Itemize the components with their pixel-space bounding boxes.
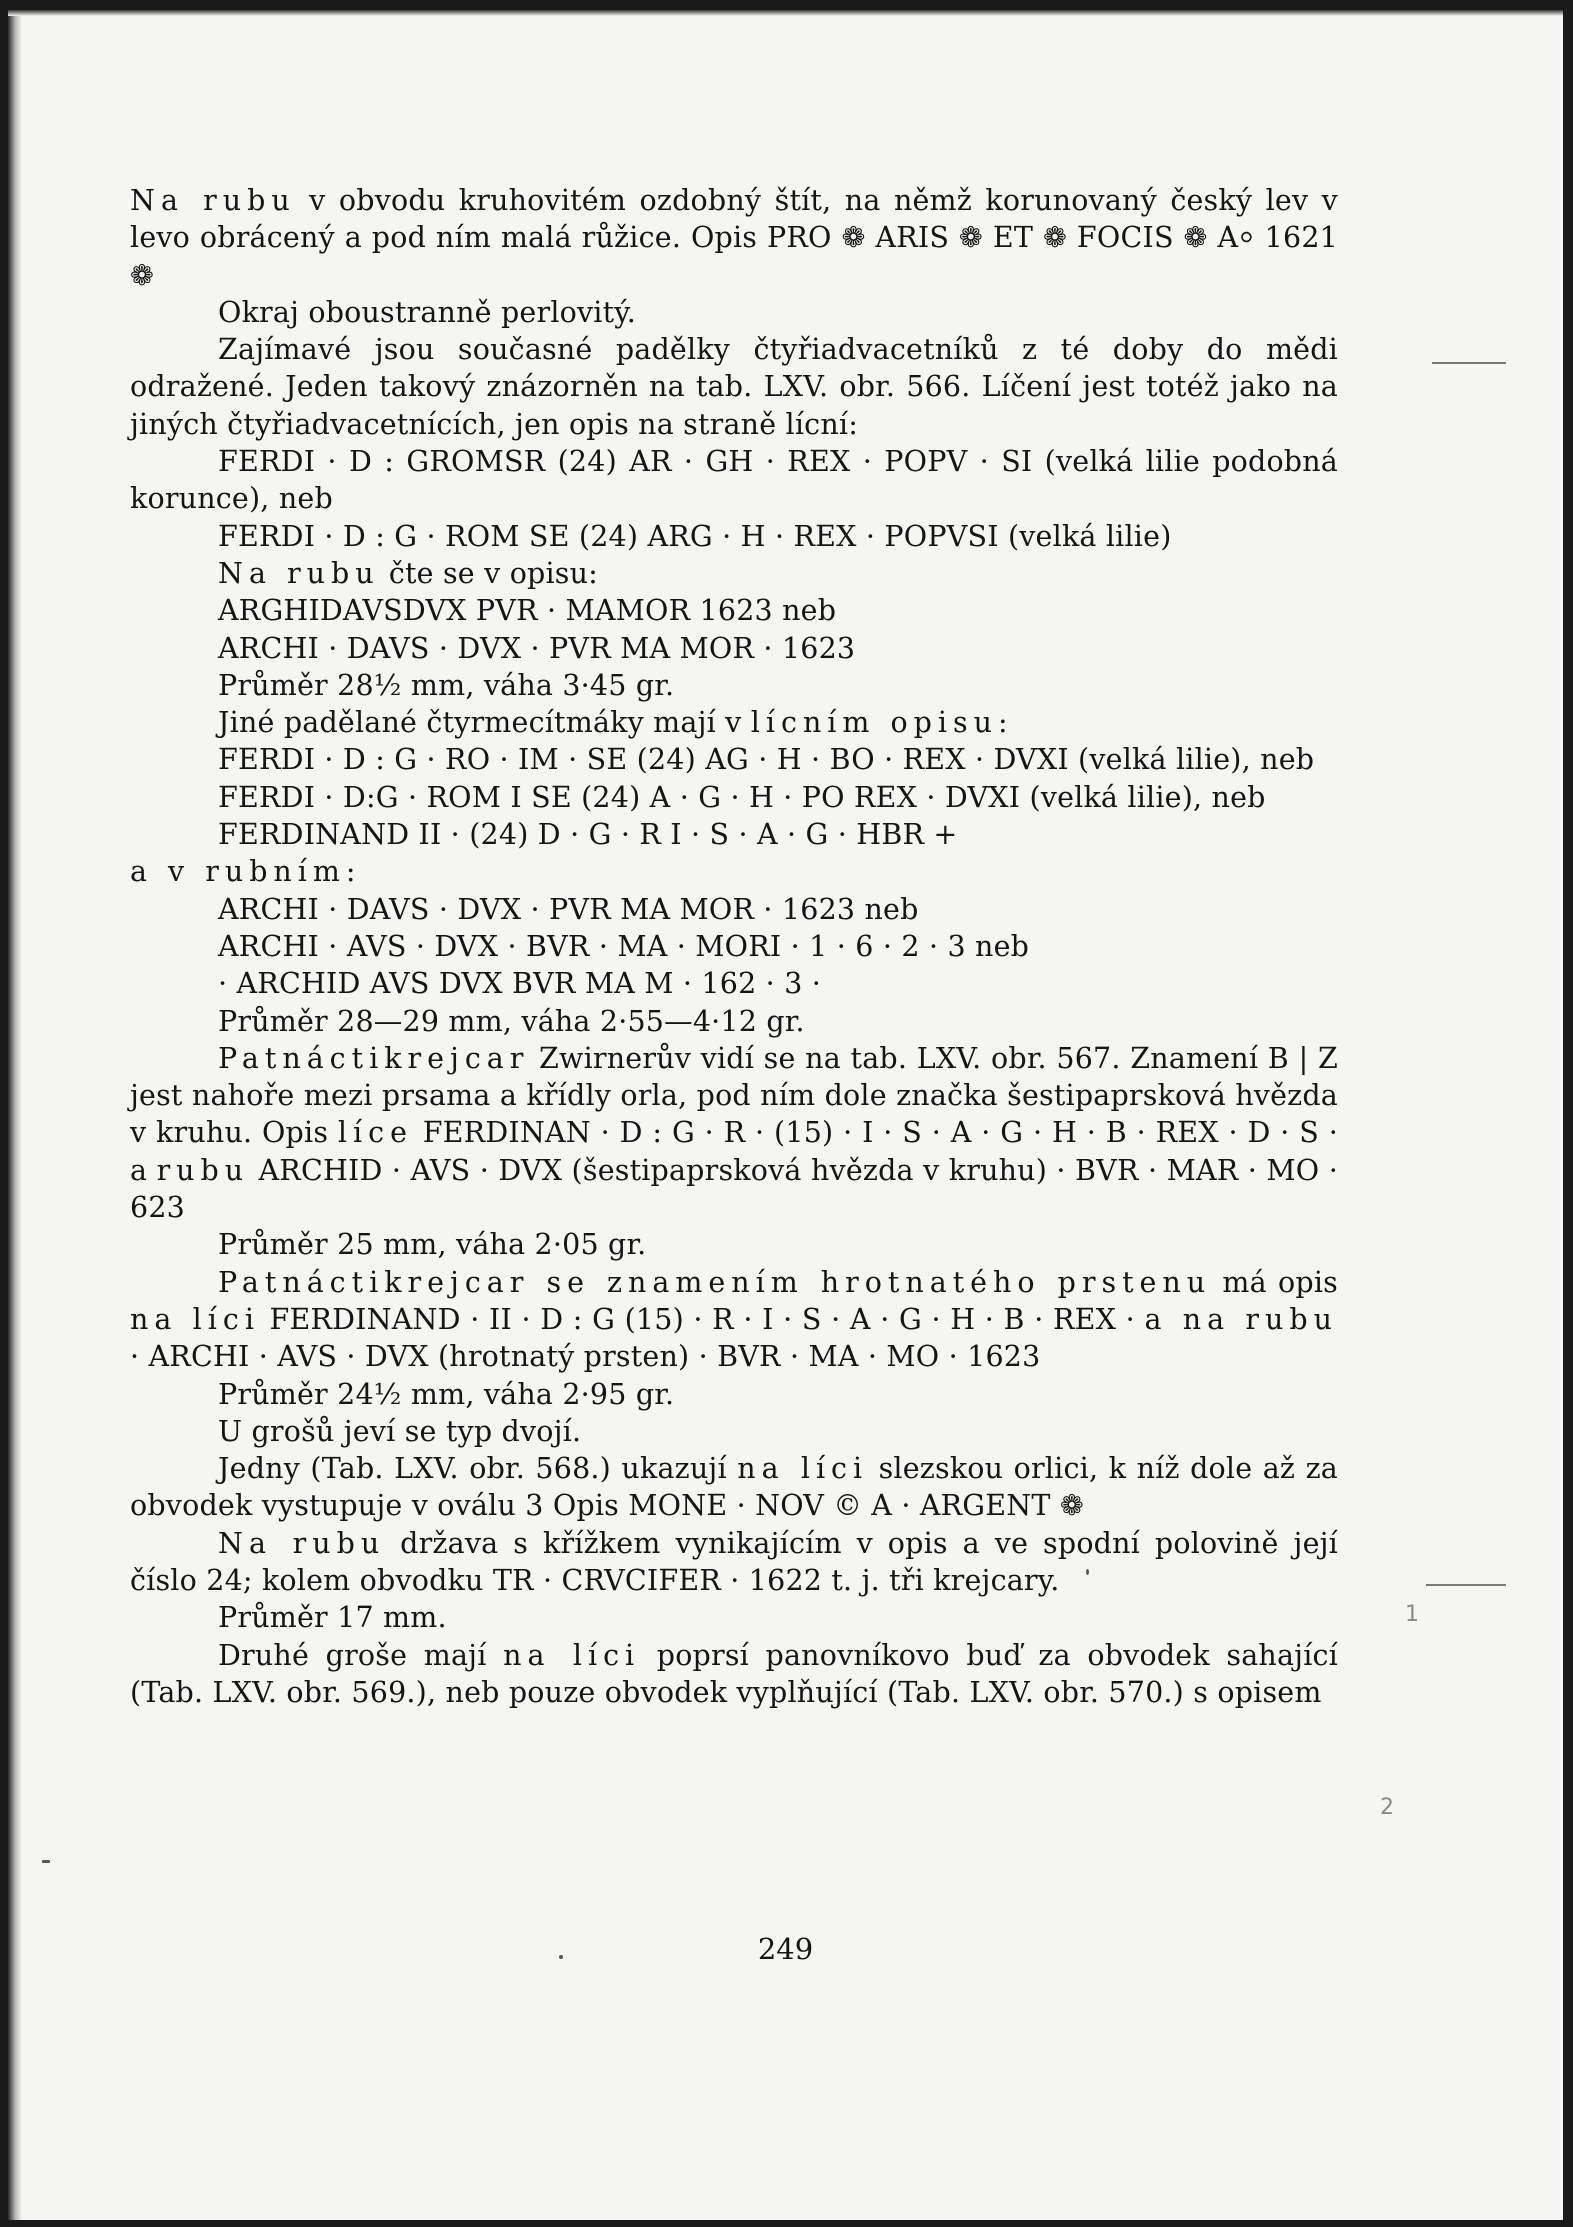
text-paragraph bbox=[130, 1599, 1338, 1636]
spaced-text: Na rubu bbox=[130, 184, 296, 217]
scan-speck bbox=[1086, 1569, 1089, 1575]
text-run: FERDINAN · D : G · R · (15) · I · S · A · G · H · B · REX · D · S · a bbox=[130, 1116, 1339, 1187]
text-run: slezskou orlici, k níž dole až za obvodek vystupuje v oválu 3 Opis MONE · NOV © A · ARGENT ❁ bbox=[130, 1452, 1338, 1523]
scan-speck bbox=[42, 1860, 50, 1863]
text-run: U grošů jeví se typ dvojí. bbox=[218, 1414, 582, 1448]
margin-mark bbox=[1432, 362, 1506, 364]
text-run: má opis bbox=[1211, 1265, 1338, 1299]
text-run: Průměr 28½ mm, váha 3·45 gr. bbox=[218, 668, 675, 702]
text-run: Zajímavé jsou současné padělky čtyřiadvacetníků z té doby do mědi odražené. Jeden takový znázorněn na tab. LXV. obr. 566. Líčení jest totéž jako na jiných čtyřiadvacetnících, jen opis na straně lícní: bbox=[130, 333, 1338, 441]
text-run: ARCHI · DAVS · DVX · PVR MA MOR · 1623 bbox=[218, 631, 856, 665]
text-paragraph bbox=[130, 853, 1338, 890]
text-run: · ARCHID AVS DVX BVR MA M · 162 · 3 · bbox=[218, 967, 822, 1001]
text-paragraph bbox=[130, 1637, 1338, 1712]
text-paragraph bbox=[130, 741, 1338, 778]
text-paragraph bbox=[130, 1450, 1338, 1525]
text-paragraph bbox=[130, 443, 1338, 518]
text-paragraph bbox=[130, 518, 1338, 555]
text-run: · ARCHI · AVS · DVX (hrotnatý prsten) · BVR · MA · MO · 1623 bbox=[130, 1340, 1041, 1374]
text-run: FERDI · D : G · ROM SE (24) ARG · H · REX · POPVSI (velká lilie) bbox=[218, 519, 1172, 553]
text-paragraph bbox=[130, 1376, 1338, 1413]
text-paragraph bbox=[130, 667, 1338, 704]
text-paragraph bbox=[130, 630, 1338, 667]
text-paragraph bbox=[130, 1264, 1338, 1376]
text-run: FERDI · D : G · RO · IM · SE (24) AG · H · BO · REX · DVXI (velká lilie), neb bbox=[218, 743, 1315, 777]
text-run: ARGHIDAVSDVX PVR · MAMOR 1623 neb bbox=[218, 594, 837, 628]
text-paragraph bbox=[130, 294, 1338, 331]
scanned-page bbox=[8, 10, 1563, 2220]
margin-note: 1 bbox=[1405, 1602, 1419, 1627]
spaced-text: na líci bbox=[503, 1638, 641, 1672]
text-run: Průměr 17 mm. bbox=[218, 1601, 447, 1635]
spaced-text: a v rubním: bbox=[130, 855, 362, 889]
text-run: FERDINAND II · (24) D · G · R I · S · A · G · HBR + bbox=[218, 818, 958, 852]
text-run: Průměr 28—29 mm, váha 2·55—4·12 gr. bbox=[218, 1004, 805, 1038]
spaced-text: na líci bbox=[737, 1452, 869, 1486]
text-paragraph bbox=[130, 704, 1338, 741]
spaced-text: Na rubu bbox=[218, 1526, 386, 1560]
text-run: Jedny (Tab. LXV. obr. 568.) ukazují bbox=[218, 1452, 738, 1486]
text-run: poprsí panovníkovo buď za obvodek sahající (Tab. LXV. obr. 569.), neb pouze obvodek vyplňující (Tab. LXV. obr. 570.) s opisem bbox=[130, 1638, 1338, 1709]
text-paragraph bbox=[130, 1226, 1338, 1263]
page-number: 249 bbox=[757, 1932, 814, 1966]
text-paragraph bbox=[130, 965, 1338, 1002]
text-paragraph bbox=[130, 779, 1338, 816]
text-run: čte se v opisu: bbox=[379, 556, 598, 590]
spaced-text: a na rubu bbox=[1144, 1302, 1338, 1336]
text-paragraph bbox=[130, 592, 1338, 629]
body-text bbox=[130, 182, 1338, 1711]
text-run: ARCHI · AVS · DVX · BVR · MA · MORI · 1 · 6 · 2 · 3 neb bbox=[218, 929, 1030, 963]
text-paragraph bbox=[130, 816, 1338, 853]
text-paragraph bbox=[130, 331, 1338, 443]
text-paragraph bbox=[130, 182, 1338, 294]
scan-speck bbox=[559, 1955, 563, 1959]
text-paragraph bbox=[130, 1003, 1338, 1040]
text-paragraph bbox=[130, 555, 1338, 592]
text-paragraph bbox=[130, 1040, 1338, 1226]
text-paragraph bbox=[130, 891, 1338, 928]
text-run: FERDI · D : GROMSR (24) AR · GH · REX · POPV · SI (velká lilie podobná korunce), neb bbox=[130, 445, 1338, 516]
spaced-text: na líci bbox=[130, 1302, 260, 1336]
spaced-text: líce bbox=[337, 1116, 413, 1150]
text-run: ARCHI · DAVS · DVX · PVR MA MOR · 1623 neb bbox=[218, 892, 919, 926]
spaced-text: lícním opisu: bbox=[750, 706, 1014, 740]
margin-note: 2 bbox=[1380, 1795, 1394, 1820]
spaced-text: Na rubu bbox=[218, 556, 380, 590]
spaced-text: Patnáctikrejcar se znamením hrotnatého prstenu bbox=[218, 1265, 1212, 1299]
text-run: Zwirnerův vidí se na tab. LXV. obr. 567. Znamení B | Z jest nahoře mezi prsama a křídly orla, pod ním dole značka šestipaprsková hvězda v kruhu. Opis bbox=[130, 1041, 1338, 1150]
text-paragraph bbox=[130, 1525, 1338, 1600]
text-run: Okraj oboustranně perlovitý. bbox=[218, 295, 637, 329]
spaced-text: Patnáctikrejcar bbox=[218, 1041, 530, 1075]
text-run: Průměr 24½ mm, váha 2·95 gr. bbox=[218, 1377, 675, 1411]
text-run: država s křížkem vynikajícím v opis a ve spodní polovině její číslo 24; kolem obvodku TR · CRVCIFER · 1622 t. j. tři krejcary. bbox=[130, 1526, 1338, 1597]
text-run: FERDINAND · II · D : G (15) · R · I · S · A · G · H · B · REX · bbox=[259, 1302, 1145, 1336]
margin-mark bbox=[1426, 1584, 1506, 1586]
text-run: Průměr 25 mm, váha 2·05 gr. bbox=[218, 1228, 647, 1262]
text-run: Druhé groše mají bbox=[218, 1638, 504, 1672]
text-paragraph bbox=[130, 1413, 1338, 1450]
text-run: v obvodu kruhovitém ozdobný štít, na němž korunovaný český lev v levo obrácený a pod ním malá růžice. Opis PRO ❁ ARIS ❁ ET ❁ FOCIS ❁ A⸰ 1621 ❁ bbox=[130, 184, 1338, 292]
text-run: FERDI · D:G · ROM I SE (24) A · G · H · PO REX · DVXI (velká lilie), neb bbox=[218, 780, 1266, 814]
text-run: Jiné padělané čtyrmecítmáky mají v bbox=[218, 706, 751, 740]
text-paragraph bbox=[130, 928, 1338, 965]
spaced-text: rubu bbox=[156, 1153, 250, 1187]
text-run: ARCHID · AVS · DVX (šestipaprsková hvězda v kruhu) · BVR · MAR · MO · 623 bbox=[130, 1153, 1338, 1225]
